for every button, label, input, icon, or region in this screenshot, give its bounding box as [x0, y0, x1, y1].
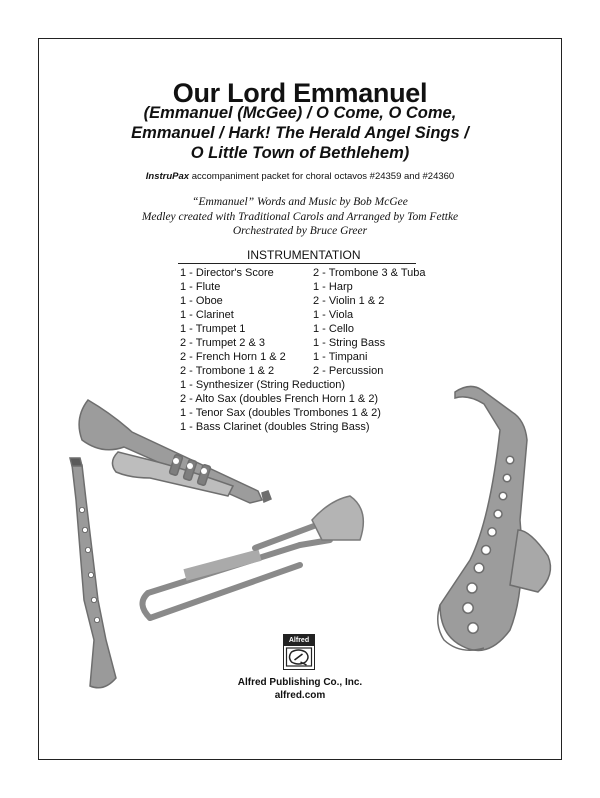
page-title: Our Lord Emmanuel	[172, 78, 428, 108]
credit-orchestrator: Orchestrated by Bruce Greer	[232, 225, 368, 237]
publisher-website: alfred.com	[274, 690, 326, 701]
subtitle-line-1: (Emmanuel (McGee) / O Come, O Come,	[143, 104, 457, 122]
instrument-item: 1 - String Bass	[313, 337, 386, 349]
alfred-logo	[283, 634, 315, 670]
instrument-item: 2 - Trombone 1 & 2	[180, 365, 275, 377]
packet-text: accompaniment packet for choral octavos #24359 and #24360	[189, 171, 455, 182]
instrument-item: 1 - Bass Clarinet (doubles String Bass)	[180, 421, 370, 433]
logo-emblem-icon	[284, 646, 314, 668]
instrument-item: 1 - Trumpet 1	[180, 323, 246, 335]
instrument-item: 1 - Cello	[313, 323, 354, 335]
instrument-item: 2 - Alto Sax (doubles French Horn 1 & 2)	[180, 393, 379, 405]
instrument-item: 1 - Director's Score	[180, 267, 274, 279]
instrument-item: 1 - Oboe	[180, 295, 223, 307]
publisher-name: Alfred Publishing Co., Inc.	[237, 677, 363, 688]
instrument-item: 1 - Timpani	[313, 351, 368, 363]
trombone-bell-icon	[312, 496, 363, 540]
credit-words-music: “Emmanuel” Words and Music by Bob McGee	[192, 196, 408, 208]
credit-arranger: Medley created with Traditional Carols and Arranged by Tom Fettke	[141, 211, 459, 223]
trombone-icon	[142, 520, 330, 618]
saxophone-icon	[438, 386, 551, 650]
instrument-item: 2 - Percussion	[313, 365, 384, 377]
instrument-item: 2 - Violin 1 & 2	[313, 295, 385, 307]
trumpet-icon	[79, 400, 271, 503]
instrument-item: 1 - Tenor Sax (doubles Trombones 1 & 2)	[180, 407, 381, 419]
clarinet-icon	[70, 458, 116, 688]
instrument-item: 2 - Trombone 3 & Tuba	[313, 267, 426, 279]
packet-brand: InstruPax	[145, 171, 190, 182]
instrument-item: 1 - Clarinet	[180, 309, 234, 321]
instrument-item: 1 - Flute	[180, 281, 221, 293]
instrument-item: 2 - Trumpet 2 & 3	[180, 337, 265, 349]
logo-label: Alfred	[284, 635, 314, 646]
instrument-item: 1 - Harp	[313, 281, 353, 293]
instrument-item: 1 - Synthesizer (String Reduction)	[180, 379, 346, 391]
instrument-item: 2 - French Horn 1 & 2	[180, 351, 286, 363]
subtitle-line-2: Emmanuel / Hark! The Herald Angel Sings /	[131, 124, 469, 142]
instrumentation-heading: INSTRUMENTATION	[247, 248, 361, 262]
instrument-item: 1 - Viola	[313, 309, 354, 321]
subtitle-line-3: O Little Town of Bethlehem)	[190, 144, 410, 162]
